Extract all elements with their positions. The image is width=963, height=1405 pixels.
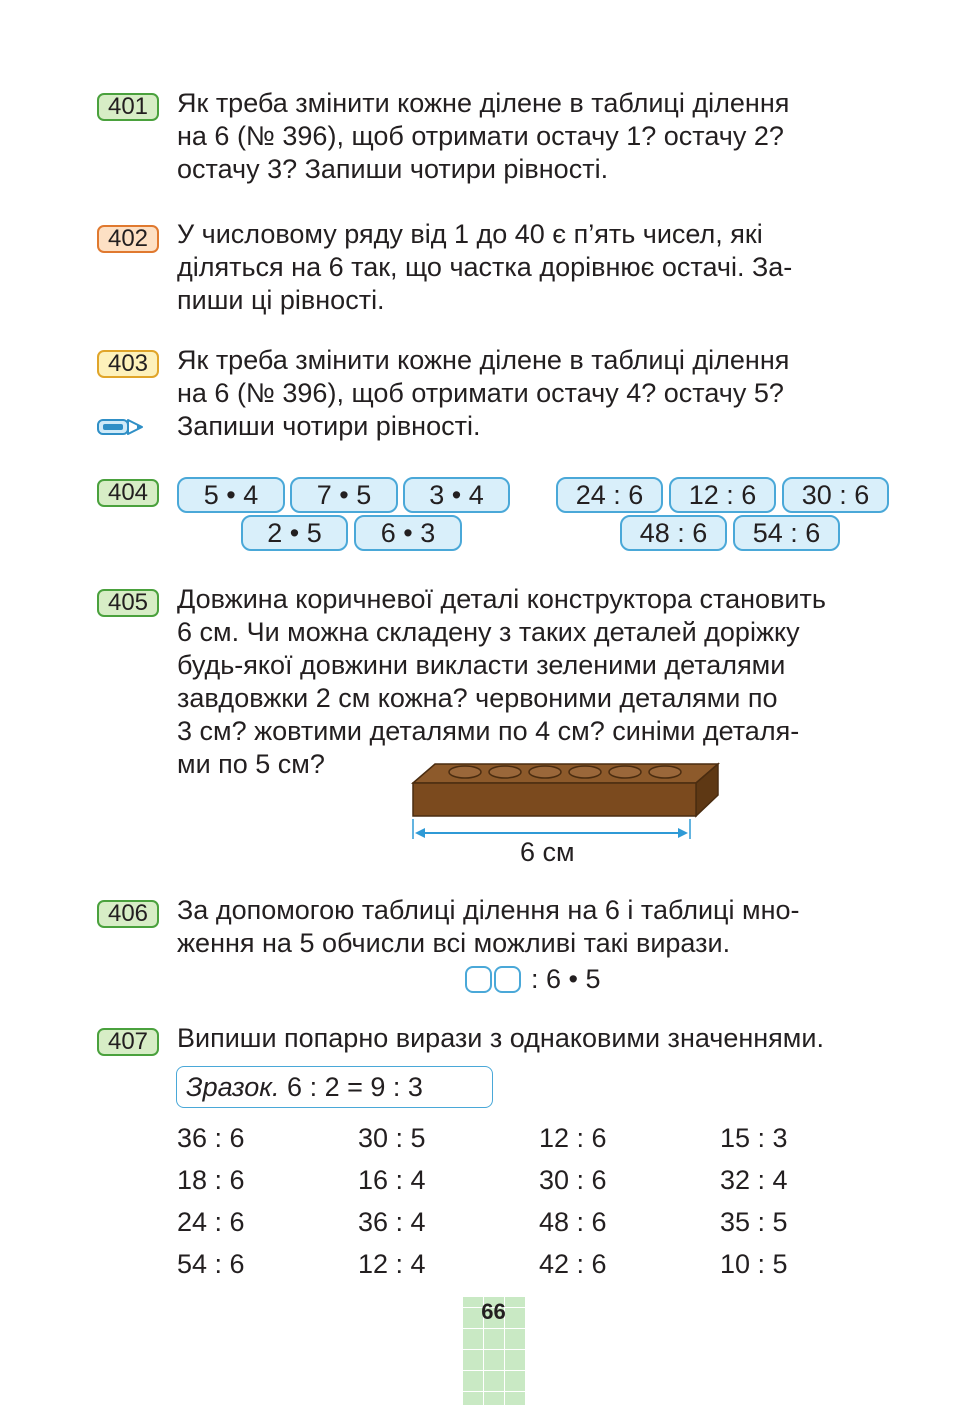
expression-item: 10 : 5 [720, 1249, 788, 1279]
expression-card: 12 : 6 [669, 477, 776, 513]
expression-item: 24 : 6 [177, 1207, 245, 1237]
text-line: остачу 3? Запиши чотири рівності. [177, 154, 609, 184]
text-line: Запиши чотири рівності. [177, 411, 481, 441]
expression-item: 35 : 5 [720, 1207, 788, 1237]
sample-label: Зразок. [186, 1072, 280, 1102]
expression-card: 3 • 4 [403, 477, 510, 513]
expression-item: 54 : 6 [177, 1249, 245, 1279]
exercise-text [177, 1022, 889, 1055]
text-line: ми по 5 см? [177, 749, 325, 779]
exercise-text [177, 583, 889, 781]
text-line: пиши ці рівності. [177, 285, 385, 315]
text-line: 3 см? жовтими деталями по 4 см? синіми деталя- [177, 716, 800, 746]
text-line: У числовому ряду від 1 до 40 є п’ять чисел, які [177, 219, 763, 249]
exercise-text [177, 87, 889, 186]
expression-card: 7 • 5 [290, 477, 398, 513]
expression-text: : 6 • 5 [531, 964, 601, 994]
page-number: 66 [481, 1299, 506, 1324]
exercise-number-badge: 401 [97, 93, 159, 121]
expression-item: 42 : 6 [539, 1249, 607, 1279]
expression-item: 12 : 4 [358, 1249, 426, 1279]
text-line: Як треба змінити кожне ділене в таблиці ділення [177, 345, 790, 375]
page-number-box [462, 1297, 525, 1405]
text-line: діляться на 6 так, що частка дорівнює остачі. За- [177, 252, 793, 282]
exercise-number-badge: 406 [97, 900, 159, 928]
text-line: будь-якої довжини викласти зеленими деталями [177, 650, 786, 680]
pencil-icon [97, 416, 145, 438]
text-line: Випиши попарно вирази з однаковими значеннями. [177, 1023, 824, 1053]
exercise-number-badge: 403 [97, 350, 159, 378]
expression-item: 36 : 4 [358, 1207, 426, 1237]
text-line: на 6 (№ 396), щоб отримати остачу 1? остачу 2? [177, 121, 784, 151]
expression-card: 6 • 3 [354, 515, 462, 551]
brick-length-label: 6 см [520, 837, 575, 867]
exercise-text [177, 894, 889, 960]
text-line: За допомогою таблиці ділення на 6 і таблиці мно- [177, 895, 800, 925]
exercise-number-badge: 405 [97, 589, 159, 617]
text-line: Як треба змінити кожне ділене в таблиці ділення [177, 88, 790, 118]
expression-item: 15 : 3 [720, 1123, 788, 1153]
expression-item: 32 : 4 [720, 1165, 788, 1195]
expression-card: 5 • 4 [177, 477, 285, 513]
expression-card: 54 : 6 [733, 515, 840, 551]
expression-card: 2 • 5 [241, 515, 348, 551]
exercise-number-badge: 407 [97, 1028, 159, 1056]
text-line: ження на 5 обчисли всі можливі такі вирази. [177, 928, 731, 958]
text-line: на 6 (№ 396), щоб отримати остачу 4? остачу 5? [177, 378, 784, 408]
expression-item: 12 : 6 [539, 1123, 607, 1153]
expression-item: 18 : 6 [177, 1165, 245, 1195]
expression-item: 48 : 6 [539, 1207, 607, 1237]
exercise-number-badge: 404 [97, 479, 159, 507]
text-line: Довжина коричневої деталі конструктора становить [177, 584, 826, 614]
text-line: завдовжки 2 см кожна? червоними деталями по [177, 683, 778, 713]
brown-brick-illustration [408, 755, 722, 843]
exercise-text [177, 344, 889, 443]
blank-digit-box [494, 966, 521, 993]
exercise-number-badge: 402 [97, 225, 159, 253]
expression-item: 30 : 5 [358, 1123, 426, 1153]
expression-card: 48 : 6 [620, 515, 727, 551]
exercise-text [177, 218, 889, 317]
expression-item: 30 : 6 [539, 1165, 607, 1195]
sample-expression: 6 : 2 = 9 : 3 [287, 1072, 423, 1102]
sample-box [176, 1066, 493, 1108]
expression-item: 36 : 6 [177, 1123, 245, 1153]
expression-item: 16 : 4 [358, 1165, 426, 1195]
expression-card: 30 : 6 [782, 477, 889, 513]
text-line: 6 см. Чи можна складену з таких деталей доріжку [177, 617, 800, 647]
blank-digit-box [465, 966, 492, 993]
expression-card: 24 : 6 [556, 477, 663, 513]
